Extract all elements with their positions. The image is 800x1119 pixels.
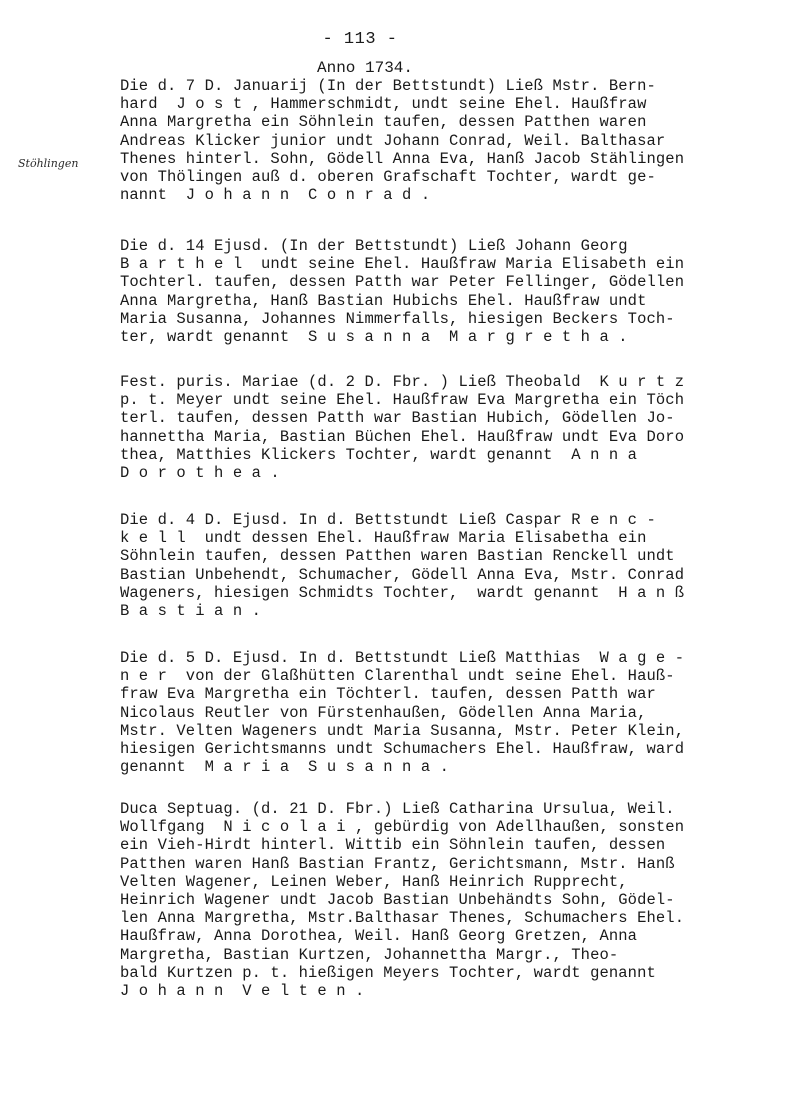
page-number: - 113 - bbox=[322, 30, 398, 49]
baptism-entry-johann-velten: Duca Septuag. (d. 21 D. Fbr.) Ließ Catharina Ursulua, Weil. Wollfgang N i c o l a i , gebürdig von Adellhaußen, sonsten ein Vieh-Hirdt hinterl. Wittib ein Söhnlein taufen, dessen Patthen waren Hanß Bastian Frantz, Gerichtsmann, Mstr. Hanß Velten Wagener, Leinen Weber, Hanß Heinrich Rupprecht, Heinrich Wagener undt Jacob Bastian Unbehändts Sohn, Gödel- len Anna Margretha, Mstr.Balthasar Thenes, Schumachers Ehel. Haußfraw, Anna Dorothea, Weil. Hanß Georg Gretzen, Anna Margretha, Bastian Kurtzen, Johannettha Margr., Theo- bald Kurtzen p. t. hießigen Meyers Tochter, wardt genannt J o h a n n V e l t e n . bbox=[120, 800, 685, 1001]
baptism-entry-susanna-margretha: Die d. 14 Ejusd. (In der Bettstundt) Ließ Johann Georg B a r t h e l undt seine Ehel. Haußfraw Maria Elisabeth ein Tochterl. taufen, dessen Patth war Peter Fellinger, Gödellen Anna Margretha, Hanß Bastian Hubichs Ehel. Haußfraw undt Maria Susanna, Johannes Nimmerfalls, hiesigen Beckers Toch- ter, wardt genannt S u s a n n a M a r g r e t h a . bbox=[120, 237, 685, 347]
baptism-entry-anna-dorothea: Fest. puris. Mariae (d. 2 D. Fbr. ) Ließ Theobald K u r t z p. t. Meyer undt seine Ehel. Haußfraw Eva Margretha ein Töch terl. taufen, dessen Patth war Bastian Hubich, Gödellen Jo- hannettha Maria, Bastian Büchen Ehel. Haußfraw undt Eva Doro thea, Matthies Klickers Tochter, wardt genannt A n n a D o r o t h e a . bbox=[120, 373, 685, 483]
baptism-entry-maria-susanna: Die d. 5 D. Ejusd. In d. Bettstundt Ließ Matthias W a g e - n e r von der Glaßhütten Clarenthal undt seine Ehel. Hauß- fraw Eva Margretha ein Töchterl. taufen, dessen Patth war Nicolaus Reutler von Fürstenhaußen, Gödellen Anna Maria, Mstr. Velten Wageners undt Maria Susanna, Mstr. Peter Klein, hiesigen Gerichtsmanns undt Schumachers Ehel. Haußfraw, ward genannt M a r i a S u s a n n a . bbox=[120, 649, 685, 777]
baptism-entry-hans-bastian: Die d. 4 D. Ejusd. In d. Bettstundt Ließ Caspar R e n c - k e l l undt dessen Ehel. Haußfraw Maria Elisabetha ein Söhnlein taufen, dessen Patthen waren Bastian Renckell undt Bastian Unbehendt, Schumacher, Gödell Anna Eva, Mstr. Conrad Wageners, hiesigen Schmidts Tochter, wardt genannt H a n ß B a s t i a n . bbox=[120, 511, 685, 621]
year-heading: Anno 1734. bbox=[316, 59, 413, 77]
margin-note: Stöhlingen bbox=[18, 157, 79, 170]
baptism-entry-johann-conrad: Die d. 7 D. Januarij (In der Bettstundt) Ließ Mstr. Bern- hard J o s t , Hammerschmidt, undt seine Ehel. Haußfraw Anna Margretha ein Söhnlein taufen, dessen Patthen waren Andreas Klicker junior undt Johann Conrad, Weil. Balthasar Thenes hinterl. Sohn, Gödell Anna Eva, Hanß Jacob Stählingen von Thölingen auß d. oberen Grafschaft Tochter, wardt ge- nannt J o h a n n C o n r a d . bbox=[120, 77, 685, 205]
